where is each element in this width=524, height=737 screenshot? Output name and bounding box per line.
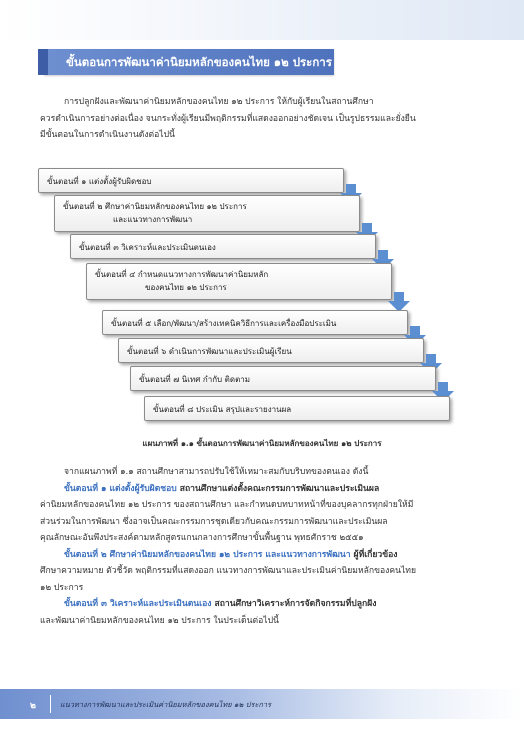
step-label: ขั้นตอนที่ ๓ วิเคราะห์และประเมินตนเอง — [79, 243, 216, 252]
section-header-banner — [44, 49, 334, 75]
step-label: ขั้นตอนที่ ๘ ประเมิน สรุปและรายงานผล — [153, 405, 292, 414]
body-line: คุณลักษณะอันพึงประสงค์ตามหลักสูตรแกนกลางการศึกษาขั้นพื้นฐาน พุทธศักราช ๒๕๕๑ — [40, 533, 364, 543]
step-label: ขั้นตอนที่ ๒ ศึกษาค่านิยมหลักของคนไทย ๑๒ ประการ — [63, 202, 247, 211]
body-line: และพัฒนาค่านิยมหลักของคนไทย ๑๒ ประการ ในประเด็นต่อไปนี้ — [40, 615, 279, 626]
step-label: ขั้นตอนที่ ๔ กำหนดแนวทางการพัฒนาค่านิยมหลัก — [95, 270, 269, 279]
banner-tab — [38, 49, 48, 75]
step-box-5 — [102, 310, 408, 335]
body-text-run: สถานศึกษาแต่งตั้งคณะกรรมการพัฒนาและประเมินผล — [176, 483, 380, 494]
page-number: ๒ — [30, 701, 36, 711]
body-line: จากแผนภาพที่ ๑.๑ สถานศึกษาสามารถปรับใช้ให้เหมาะสมกับบริบทของตนเอง ดังนี้ — [64, 467, 369, 477]
step-box-8 — [144, 396, 450, 421]
step-box-6 — [118, 338, 424, 363]
body-text-run: สถานศึกษาวิเคราะห์การจัดกิจกรรมที่ปลูกฝัง — [211, 599, 377, 609]
page-footer — [0, 689, 524, 719]
diagram-caption: แผนภาพที่ ๑.๑ ขั้นตอนการพัฒนาค่านิยมหลักของคนไทย ๑๒ ประการ — [142, 438, 382, 448]
intro-line: ควรดำเนินการอย่างต่อเนื่อง จนกระทั่งผู้เรียนมีพฤติกรรมที่แสดงออกอย่างชัดเจน เป็นรูปธรรมและยั่งยืน — [40, 113, 416, 124]
step-label: ขั้นตอนที่ ๕ เลือก/พัฒนา/สร้างเทคนิควิธีการและเครื่องมือประเมิน — [111, 319, 337, 328]
intro-line: การปลูกฝังและพัฒนาค่านิยมหลักของคนไทย ๑๒ ประการ ให้กับผู้เรียนในสถานศึกษา — [64, 97, 374, 107]
intro-paragraph — [40, 94, 484, 144]
intro-line: มีขั้นตอนในการดำเนินงานดังต่อไปนี้ — [40, 130, 175, 140]
step-label-line2: ของคนไทย ๑๒ ประการ — [145, 283, 227, 292]
body-line: ศึกษาความหมาย ตัวชี้วัด พฤติกรรมที่แสดงออก แนวทางการพัฒนาและประเมินค่านิยมหลักของคนไทย — [40, 566, 416, 576]
step-label: ขั้นตอนที่ ๖ ดำเนินการพัฒนาและประเมินผู้เรียน — [127, 347, 292, 356]
body-line: ๑๒ ประการ — [40, 582, 84, 593]
step-label: ขั้นตอนที่ ๑ แต่งตั้งผู้รับผิดชอบ — [47, 177, 152, 186]
step-box-3 — [70, 234, 376, 259]
step-label: ขั้นตอนที่ ๗ นิเทศ กำกับ ติดตาม — [139, 375, 251, 384]
step-box-2 — [54, 195, 360, 232]
step-heading: ขั้นตอนที่ ๓ วิเคราะห์และประเมินตนเอง — [64, 599, 212, 609]
top-decoration — [0, 0, 524, 40]
step-box-1 — [38, 168, 344, 193]
body-line: ส่วนร่วมในการพัฒนา ซึ่งอาจเป็นคณะกรรมการชุดเดียวกับคณะกรรมการพัฒนาและประเมินผล — [40, 516, 388, 527]
body-text-run: ผู้ที่เกี่ยวข้อง — [350, 549, 398, 560]
step-box-7 — [130, 366, 436, 391]
step-heading: ขั้นตอนที่ ๒ ศึกษาค่านิยมหลักของคนไทย ๑๒ ประการ และแนวทางการพัฒนา — [64, 549, 351, 560]
body-line: ค่านิยมหลักของคนไทย ๑๒ ประการ ของสถานศึกษา และกำหนดบทบาทหน้าที่ของบุคลากรทุกฝ่ายให้มี — [40, 500, 414, 510]
step-box-4 — [86, 263, 392, 300]
footer-divider — [50, 695, 51, 713]
body-line — [40, 596, 484, 613]
step-heading: ขั้นตอนที่ ๑ แต่งตั้งผู้รับผิดชอบ — [64, 483, 177, 494]
body-line — [40, 481, 484, 498]
step-label-line2: และแนวทางการพัฒนา — [113, 215, 193, 224]
footer-title: แนวทางการพัฒนาและประเมินค่านิยมหลักของคนไทย ๑๒ ประการ — [60, 700, 272, 709]
body-text — [40, 464, 484, 629]
body-line — [40, 547, 484, 564]
section-title: ขั้นตอนการพัฒนาค่านิยมหลักของคนไทย ๑๒ ประการ — [66, 55, 332, 69]
